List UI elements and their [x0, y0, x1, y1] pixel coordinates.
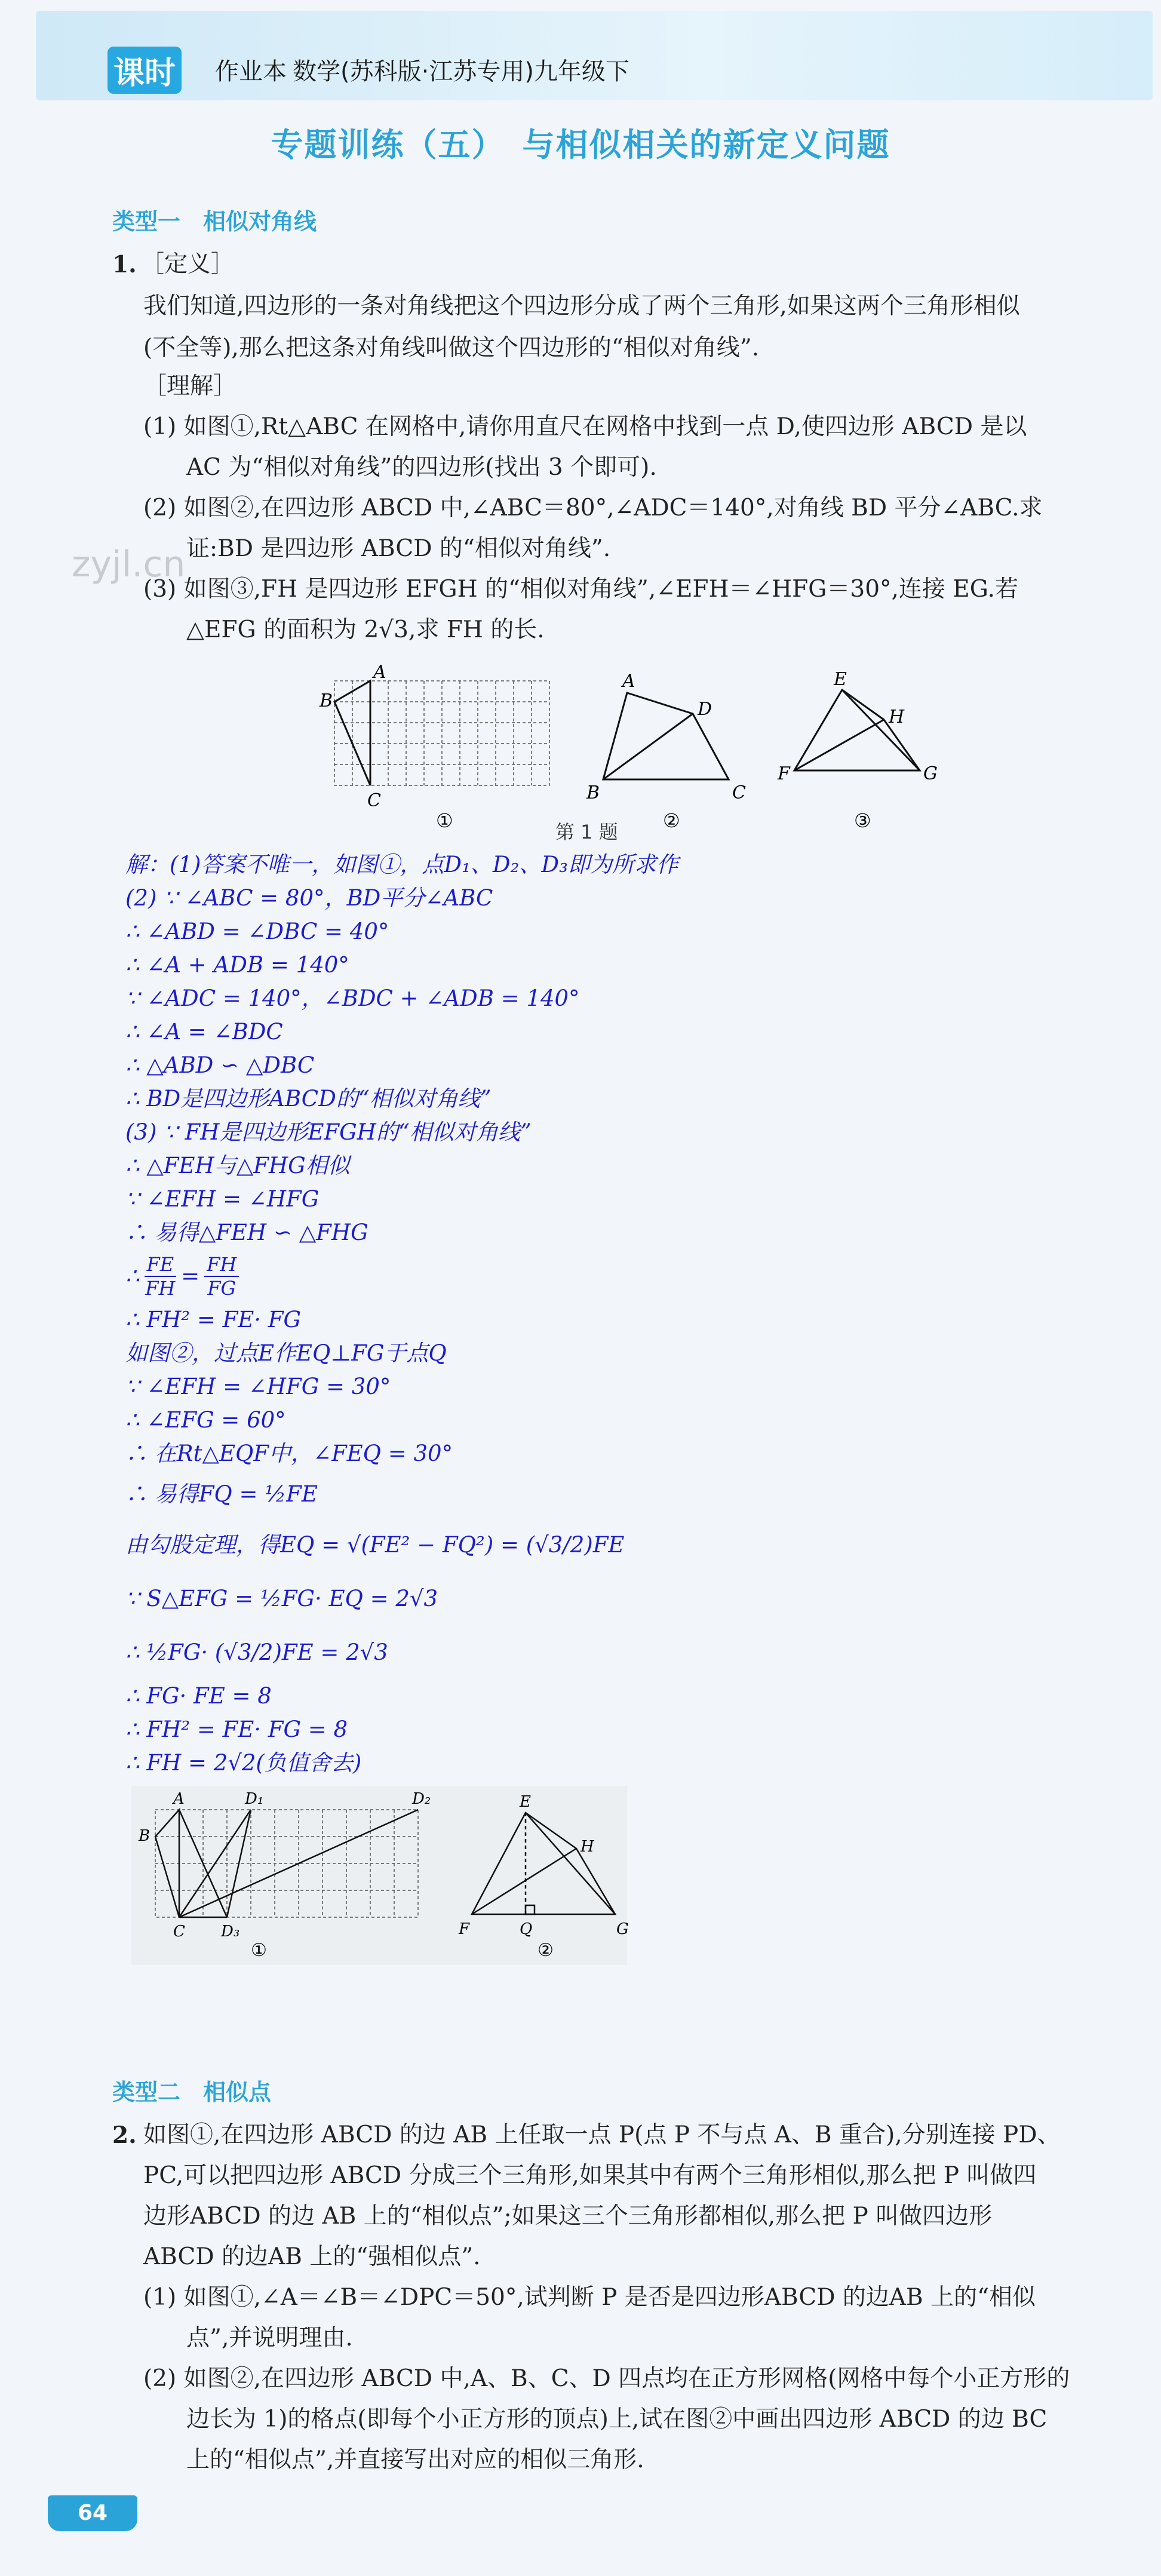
point-c-label: C — [367, 790, 381, 811]
q2-part1-line1: (1) 如图①,∠A＝∠B＝∠DPC＝50°,试判断 P 是否是四边形ABCD 的边AB 上的“相似 — [143, 2284, 1036, 2311]
answer-line: ∴ 易得△FEH ∽ △FHG — [125, 1220, 368, 1245]
quadrilateral-efgh-3 — [794, 690, 920, 770]
answer-line: 解：(1)答案不唯一，如图①，点D₁、D₂、D₃即为所求作 — [125, 852, 678, 877]
fig3-g-label: G — [923, 763, 938, 784]
answer-line: ∴ FH = 2√2(负值舍去) — [125, 1750, 362, 1776]
ans-f-label: F — [459, 1920, 470, 1938]
answer-line: ∵ ∠EFH = ∠HFG — [125, 1186, 320, 1212]
fig2-b-label: B — [586, 782, 600, 803]
q1-part3-line2: △EFG 的面积为 2√3,求 FH 的长. — [186, 616, 545, 643]
watermark: zyjl.cn — [72, 544, 186, 585]
answer-half-line: ∴ ½FG· (√3/2)FE = 2√3 — [125, 1639, 388, 1665]
answer-line: ∴ △FEH与△FHG相似 — [125, 1153, 350, 1178]
brand-logo: 课时 — [108, 47, 182, 94]
ans-h-label: H — [580, 1838, 594, 1856]
answer-line: ∴ FH² = FE· FG = 8 — [125, 1717, 348, 1742]
q2-line-3: 边形ABCD 的边 AB 上的“相似点”;如果这三个三角形都相似,那么把 P 叫做四边形 — [143, 2203, 993, 2230]
figure-1-label: ① — [436, 809, 453, 832]
answer-line: ∴ △ABD ∽ △DBC — [125, 1052, 315, 1078]
answer-line: ∴ ∠A = ∠BDC — [125, 1019, 283, 1045]
ans-a-label: A — [173, 1790, 185, 1808]
ans-d1-label: D₁ — [245, 1790, 264, 1808]
answer-line: (3) ∵ FH是四边形EFGH的“相似对角线” — [125, 1119, 532, 1145]
grid-figure-1 — [334, 681, 549, 785]
ans-b-label: B — [139, 1827, 150, 1845]
answer-line: (2) ∵ ∠ABC = 80°，BD平分∠ABC — [125, 885, 493, 911]
answer-line: ∴ FG· FE = 8 — [125, 1683, 272, 1709]
fraction-fh-fg: $\frac{FH}{FG}$ — [204, 1253, 239, 1300]
fig3-e-label: E — [834, 669, 847, 690]
fig2-d-label: D — [698, 699, 712, 720]
answer-line: ∴ 在Rt△EQF中，∠FEQ = 30° — [125, 1441, 453, 1466]
question-number-2: 2. — [112, 2121, 137, 2149]
answer-fq-line: ∴ 易得FQ = ½FE — [125, 1481, 318, 1507]
page-number: 64 — [48, 2495, 137, 2531]
answer-line: 如图②，过点E作EQ⊥FG于点Q — [125, 1340, 447, 1366]
answer-figure-1-label: ① — [251, 1940, 267, 1961]
q2-part2-line2: 边长为 1)的格点(即每个小正方形的顶点)上,试在图②中画出四边形 ABCD 的边 BC — [186, 2406, 1048, 2433]
fig3-h-label: H — [889, 707, 905, 727]
q2-part2-line1: (2) 如图②,在四边形 ABCD 中,A、B、C、D 四点均在正方形网格(网格中每个小正方形的 — [143, 2365, 1070, 2392]
answer-line: ∵ ∠EFH = ∠HFG = 30° — [125, 1374, 391, 1399]
answer-line: ∵ ∠ADC = 140°，∠BDC + ∠ADB = 140° — [125, 985, 580, 1011]
q1-part3-line1: (3) 如图③,FH 是四边形 EFGH 的“相似对角线”,∠EFH＝∠HFG＝30°,连接 EG.若 — [143, 576, 1018, 603]
answer-line: ∴ ∠ABD = ∠DBC = 40° — [125, 919, 389, 944]
book-subtitle: 数学(苏科版·江苏专用)九年级下 — [293, 58, 629, 85]
answer-line: ∴ BD是四边形ABCD的“相似对角线” — [125, 1086, 492, 1112]
fig3-f-label: F — [778, 763, 790, 784]
answer-line: ∴ FH² = FE· FG — [125, 1307, 302, 1332]
ans-c-label: C — [173, 1923, 185, 1941]
understanding-tag: ［理解］ — [143, 373, 237, 400]
answer-area-line: ∵ S△EFG = ½FG· EQ = 2√3 — [125, 1586, 438, 1611]
point-b-label: B — [320, 690, 333, 711]
q2-line-4: ABCD 的边AB 上的“强相似点”. — [143, 2243, 481, 2270]
q1-figures — [317, 660, 973, 839]
question-number-1: 1. — [112, 251, 137, 278]
ans-d3-label: D₃ — [221, 1923, 240, 1941]
answer-figures — [131, 1786, 669, 1965]
definition-tag: ［定义］ — [141, 251, 235, 278]
point-a-label: A — [373, 662, 386, 683]
answer-line: ∴ ∠EFG = 60° — [125, 1407, 286, 1433]
figure-caption-1: 第 1 题 — [555, 821, 618, 843]
answer-line: ∴ ∠A + ADB = 140° — [125, 952, 349, 978]
answer-figure-2-label: ② — [538, 1940, 554, 1961]
q1-part2-line2: 证:BD 是四边形 ABCD 的“相似对角线”. — [186, 535, 611, 562]
section-heading-2: 类型二 相似点 — [112, 2079, 272, 2105]
answer-eq-line: 由勾股定理，得EQ = √(FE² − FQ²) = (√3/2)FE — [125, 1532, 625, 1558]
q2-line-1: 如图①,在四边形 ABCD 的边 AB 上任取一点 P(点 P 不与点 A、B 重合),分别连接 PD、 — [143, 2121, 1061, 2148]
q2-line-2: PC,可以把四边形 ABCD 分成三个三角形,如果其中有两个三角形相似,那么把 P 叫做四 — [143, 2162, 1037, 2189]
figure-3-label: ③ — [854, 809, 871, 832]
section-heading-1: 类型一 相似对角线 — [112, 208, 317, 235]
q2-part2-line3: 上的“相似点”,并直接写出对应的相似三角形. — [186, 2446, 644, 2473]
ans-d2-label: D₂ — [412, 1790, 431, 1808]
q1-part1-line2: AC 为“相似对角线”的四边形(找出 3 个即可). — [186, 454, 657, 481]
ans-e-label: E — [520, 1793, 531, 1811]
fig2-a-label: A — [622, 671, 635, 692]
fraction-line: ∴ $\frac{FE}{FH}$ = $\frac{FH}{FG}$ — [125, 1249, 678, 1303]
definition-line-1: 我们知道,四边形的一条对角线把这个四边形分成了两个三角形,如果这两个三角形相似 — [143, 293, 1020, 320]
book-name: 作业本 — [215, 58, 287, 85]
figure-2-label: ② — [663, 809, 680, 832]
fraction-fe-fh: $\frac{FE}{FH}$ — [145, 1253, 176, 1300]
fraction-pre: ∴ — [125, 1263, 140, 1289]
ans-q-label: Q — [520, 1920, 533, 1938]
page-title: 专题训练（五） 与相似相关的新定义问题 — [271, 126, 890, 164]
ans-g-label: G — [616, 1920, 629, 1938]
q2-part1-line2: 点”,并说明理由. — [186, 2325, 353, 2351]
q1-part1-line1: (1) 如图①,Rt△ABC 在网格中,请你用直尺在网格中找到一点 D,使四边形 ABCD 是以 — [143, 413, 1027, 440]
definition-line-2: (不全等),那么把这条对角线叫做这个四边形的“相似对角线”. — [143, 334, 760, 361]
q1-part2-line1: (2) 如图②,在四边形 ABCD 中,∠ABC＝80°,∠ADC＝140°,对角线 BD 平分∠ABC.求 — [143, 495, 1043, 521]
answer-block — [125, 848, 678, 1780]
fig2-c-label: C — [732, 782, 746, 803]
